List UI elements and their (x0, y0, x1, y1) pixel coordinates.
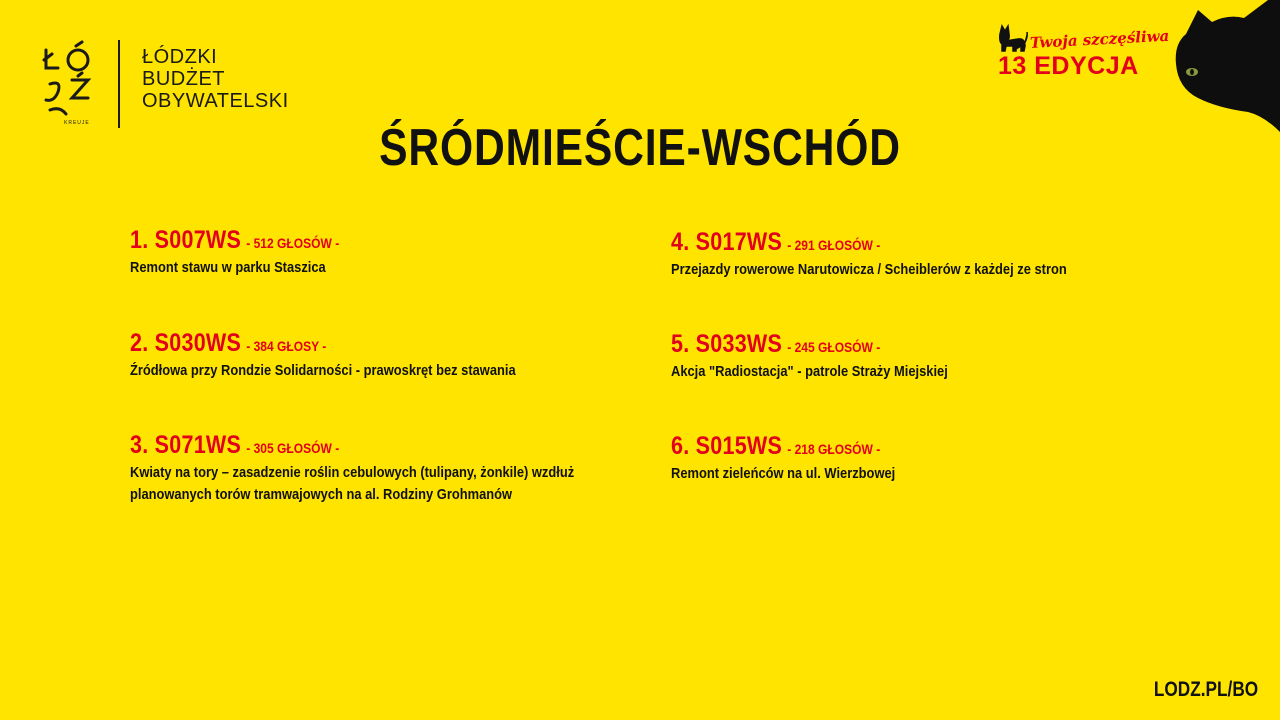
project-votes: - 218 GŁOSÓW - (787, 441, 881, 457)
project-header (130, 431, 577, 460)
project-header (130, 226, 577, 255)
cat-head-icon (1168, 0, 1280, 132)
logo-small-text: KREUJE (64, 120, 90, 126)
page-title: ŚRÓDMIEŚCIE-WSCHÓD (379, 119, 901, 177)
project-code: 6. S015WS (671, 432, 783, 460)
project-code: 3. S071WS (130, 431, 242, 459)
footer-url[interactable]: LODZ.PL/BO (1153, 678, 1258, 701)
project-code: 5. S033WS (671, 330, 783, 358)
edition-tagline: Twoja szczęśliwa (1029, 26, 1170, 52)
project-description: Remont stawu w parku Staszica (130, 259, 326, 276)
project-header (671, 432, 1118, 461)
logo-text (142, 46, 289, 112)
lodz-logo-icon (42, 40, 104, 128)
project-description: Przejazdy rowerowe Narutowicza / Scheiblerów z każdej ze stron (671, 261, 1067, 278)
project-item-4 (671, 228, 1191, 281)
logo-line-1: ŁÓDZKI (142, 46, 218, 68)
project-description: Remont zieleńców na ul. Wierzbowej (671, 465, 896, 482)
project-header (671, 330, 1118, 359)
project-code: 2. S030WS (130, 329, 242, 357)
project-code: 1. S007WS (130, 226, 242, 254)
black-cat-icon (994, 22, 1028, 52)
logo-divider (118, 40, 120, 128)
project-item-5 (671, 330, 1191, 383)
project-description: Kwiaty na tory – zasadzenie roślin cebulowych (tulipany, żonkile) wzdłuż planowanych torów tramwajowych na al. Rodziny Grohmanów (130, 464, 575, 503)
project-code: 4. S017WS (671, 228, 783, 256)
lodz-budget-logo (42, 40, 289, 128)
edition-number: 13 EDYCJA (998, 52, 1139, 80)
project-description: Źródłowa przy Rondzie Solidarności - prawoskręt bez stawania (130, 362, 516, 379)
project-votes: - 291 GŁOSÓW - (787, 237, 881, 253)
edition-badge (994, 22, 1170, 82)
project-header (671, 228, 1118, 257)
project-votes: - 245 GŁOSÓW - (787, 339, 881, 355)
project-item-1 (130, 226, 650, 279)
project-item-6 (671, 432, 1191, 485)
project-votes: - 512 GŁOSÓW - (246, 235, 340, 251)
project-votes: - 305 GŁOSÓW - (246, 440, 340, 456)
project-header (130, 329, 577, 358)
logo-line-3: OBYWATELSKI (142, 90, 289, 112)
project-description: Akcja "Radiostacja" - patrole Straży Miejskiej (671, 363, 948, 380)
project-item-3 (130, 431, 650, 506)
project-item-2 (130, 329, 650, 382)
logo-line-2: BUDŻET (142, 68, 225, 90)
project-votes: - 384 GŁOSY - (246, 338, 327, 354)
